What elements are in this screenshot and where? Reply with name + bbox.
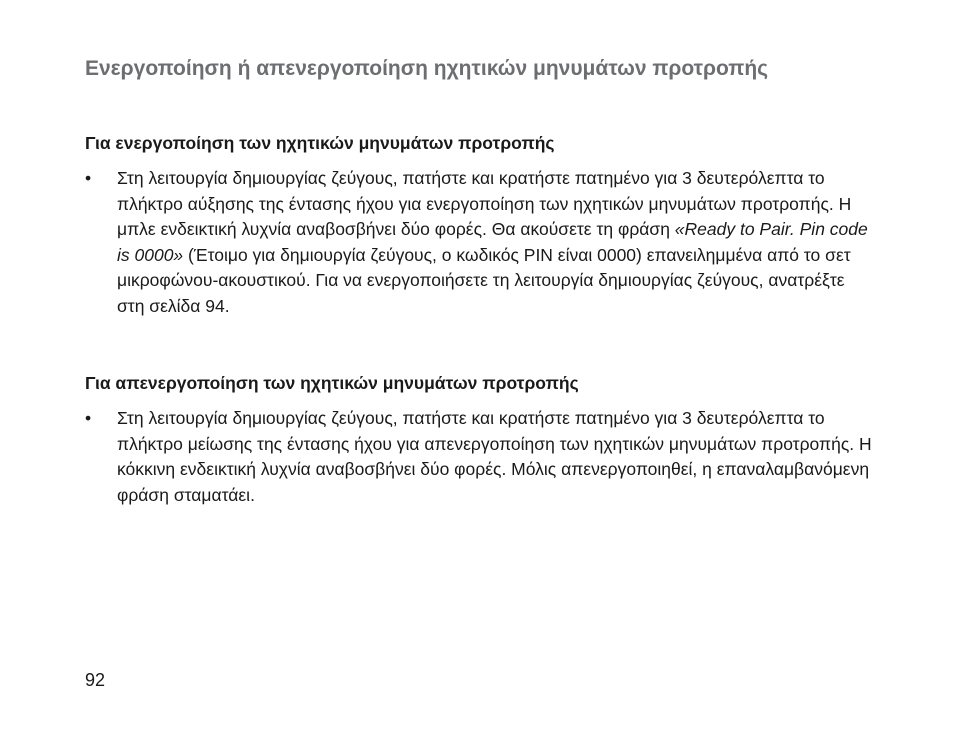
page-number: 92 bbox=[85, 670, 106, 690]
bullet-text-enable-part1: Στη λειτουργία δημιουργίας ζεύγους, πατήστε και κρατήστε πατημένο για 3 δευτερόλεπτα το πλήκτρο αύξησης της έντασης ήχου για ενεργοποίηση των ηχητικών μηνυμάτων προτροπής. Η μπλε ενδεικτική λυχνία αναβοσβήνει δύο φορές. Θα ακούσετε τη φράση bbox=[117, 168, 852, 240]
bullet-marker: • bbox=[85, 168, 92, 188]
section-heading-disable: Για απενεργοποίηση των ηχητικών μηνυμάτων προτροπής bbox=[85, 373, 579, 393]
section-heading-enable: Για ενεργοποίηση των ηχητικών μηνυμάτων προτροπής bbox=[85, 133, 555, 153]
bullet-item-enable bbox=[85, 166, 885, 320]
bullet-marker: • bbox=[85, 408, 92, 428]
bullet-item-disable bbox=[85, 406, 885, 508]
page-title: Ενεργοποίηση ή απενεργοποίηση ηχητικών μηνυμάτων προτροπής bbox=[85, 57, 769, 80]
bullet-text-enable bbox=[117, 166, 873, 320]
bullet-text-disable: Στη λειτουργία δημιουργίας ζεύγους, πατήστε και κρατήστε πατημένο για 3 δευτερόλεπτα το πλήκτρο μείωσης της έντασης ήχου για απενεργοποίηση των ηχητικών μηνυμάτων προτροπής. Η κόκκινη ενδεικτική λυχνία αναβοσβήνει δύο φορές. Μόλις απενεργοποιηθεί, η επαναλαμβανόμενη φράση σταματάει. bbox=[117, 408, 872, 505]
bullet-text-enable-part2: (Έτοιμο για δημιουργία ζεύγους, ο κωδικός PIN είναι 0000) επανειλημμένα από το σετ μικροφώνου-ακουστικού. Για να ενεργοποιήσετε τη λειτουργία δημιουργίας ζεύγους, ανατρέξτε στη σελίδα 94. bbox=[117, 244, 851, 316]
prompt-phrase: «Ready to Pair. Pin code is 0000» bbox=[117, 219, 868, 265]
